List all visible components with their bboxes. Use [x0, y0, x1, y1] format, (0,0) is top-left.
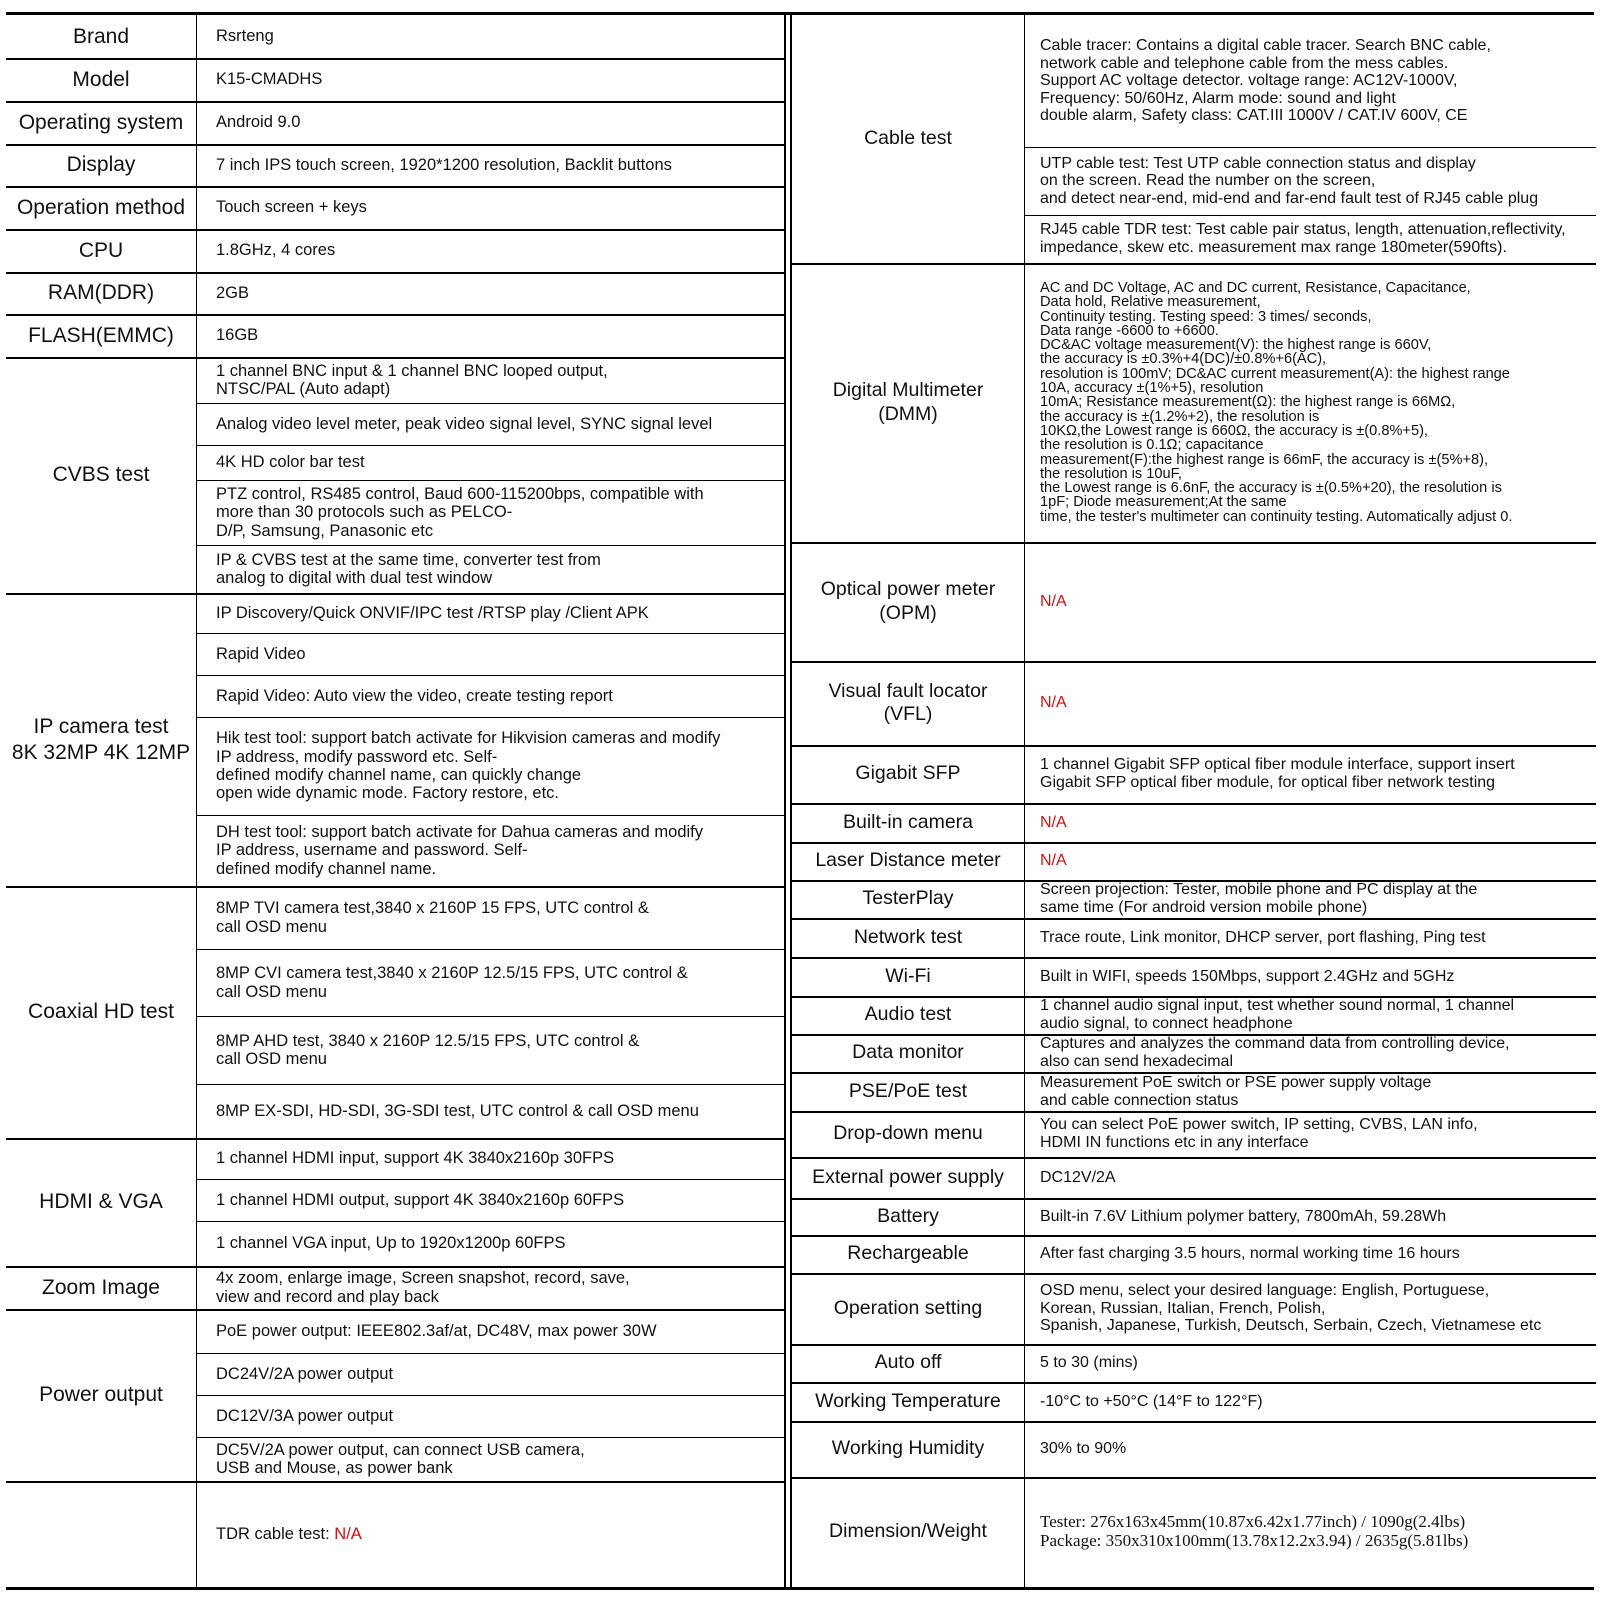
right-spec-value [1025, 842, 1596, 880]
left-spec-value: 8MP EX-SDI, HD-SDI, 3G-SDI test, UTC control & call OSD menu [216, 1101, 699, 1120]
right-row [792, 1273, 1596, 1344]
left-spec-values [197, 1309, 784, 1481]
right-row [792, 957, 1596, 996]
right-spec-value: Captures and analyzes the command data from controlling device, also can send hexadecimal [1040, 1035, 1510, 1070]
right-spec-label: Auto off [792, 1344, 1025, 1382]
right-spec-values [1025, 918, 1596, 957]
not-available-text: N/A [334, 1524, 362, 1543]
right-row [792, 1157, 1596, 1198]
right-spec-value [1025, 803, 1596, 842]
right-spec-value: RJ45 cable TDR test: Test cable pair status, length, attenuation,reflectivity, impedance, skew etc. measurement max range 180meter(590fts). [1040, 221, 1566, 256]
left-spec-values [197, 357, 784, 593]
right-spec-values [1025, 1273, 1596, 1344]
right-spec-value: 1 channel audio signal input, test whether sound normal, 1 channel audio signal, to connect headphone [1040, 997, 1515, 1032]
left-spec-label: Coaxial HD test [6, 886, 197, 1138]
right-spec-values [1025, 1421, 1596, 1477]
right-row [792, 661, 1596, 745]
right-spec-values [1025, 1344, 1596, 1382]
right-spec-label: Working Humidity [792, 1421, 1025, 1477]
left-spec-values [197, 886, 784, 1138]
left-row [6, 1138, 784, 1266]
left-spec-value: 8MP CVI camera test,3840 x 2160P 12.5/15 FPS, UTC control & call OSD menu [216, 964, 688, 1001]
right-row [792, 542, 1596, 661]
right-row [792, 1344, 1596, 1382]
right-row [792, 1235, 1596, 1273]
right-spec-values [1025, 957, 1596, 996]
left-spec-values [197, 58, 784, 101]
right-spec-values [1025, 1034, 1596, 1072]
left-spec-value: 1 channel HDMI input, support 4K 3840x2160p 30FPS [216, 1149, 615, 1168]
left-spec-value: K15-CMADHS [216, 70, 323, 89]
left-spec-value: 1 channel HDMI output, support 4K 3840x2160p 60FPS [216, 1190, 625, 1209]
right-row [792, 918, 1596, 957]
left-spec-value: 7 inch IPS touch screen, 1920*1200 resolution, Backlit buttons [216, 155, 672, 174]
right-spec-values [1025, 1111, 1596, 1157]
right-row [792, 15, 1596, 263]
right-spec-values [1025, 842, 1596, 880]
right-spec-label: Gigabit SFP [792, 745, 1025, 803]
left-row [6, 58, 784, 101]
left-spec-value: Hik test tool: support batch activate for Hikvision cameras and modify IP address, modify password etc. Self- defined modify channel name, can quickly change open wide dynamic mode. Factory restore, etc. [216, 729, 721, 803]
right-spec-values [1025, 1235, 1596, 1273]
right-spec-values [1025, 263, 1596, 542]
right-spec-label: Drop-down menu [792, 1111, 1025, 1157]
left-spec-values [197, 144, 784, 186]
left-row [6, 1481, 784, 1587]
spec-sheet [6, 12, 1594, 1590]
left-spec-value: DC5V/2A power output, can connect USB camera, USB and Mouse, as power bank [216, 1440, 585, 1477]
right-spec-value: OSD menu, select your desired language: English, Portuguese, Korean, Russian, Italian, French, Polish, Spanish, Japanese, Turkish, Deutsch, Serbain, Czech, Vietnamese etc [1040, 1282, 1542, 1335]
right-spec-label: Wi-Fi [792, 957, 1025, 996]
right-spec-values [1025, 1157, 1596, 1198]
left-row [6, 357, 784, 593]
right-spec-value: Built-in 7.6V Lithium polymer battery, 7800mAh, 59.28Wh [1040, 1207, 1447, 1225]
right-spec-value: DC12V/2A [1040, 1168, 1116, 1186]
left-spec-label: Operation method [6, 186, 197, 229]
right-spec-label: Cable test [792, 15, 1025, 263]
right-spec-values [1025, 1477, 1596, 1587]
right-spec-label: Optical power meter (OPM) [792, 542, 1025, 661]
right-spec-value: UTP cable test: Test UTP cable connection status and display on the screen. Read the number on the screen, and detect near-end, mid-end and far-end fault test of RJ45 cable plug [1040, 154, 1539, 207]
right-spec-values [1025, 880, 1596, 918]
left-row [6, 272, 784, 314]
right-spec-value: Trace route, Link monitor, DHCP server, port flashing, Ping test [1040, 928, 1486, 946]
right-row [792, 1111, 1596, 1157]
right-spec-value: Screen projection: Tester, mobile phone and PC display at the same time (For android version mobile phone) [1040, 881, 1478, 916]
left-spec-value: PTZ control, RS485 control, Baud 600-115200bps, compatible with more than 30 protocols such as PELCO- D/P, Samsung, Panasonic etc [216, 484, 704, 540]
right-spec-label: Network test [792, 918, 1025, 957]
left-spec-value: 8MP AHD test, 3840 x 2160P 12.5/15 FPS, UTC control & call OSD menu [216, 1031, 640, 1068]
left-spec-value: 4K HD color bar test [216, 453, 365, 472]
left-row [6, 886, 784, 1138]
right-spec-value: After fast charging 3.5 hours, normal working time 16 hours [1040, 1245, 1460, 1263]
right-spec-label: TesterPlay [792, 880, 1025, 918]
left-spec-label: Zoom Image [6, 1266, 197, 1309]
right-row [792, 1072, 1596, 1111]
left-spec-values [197, 186, 784, 229]
left-spec-label [6, 1481, 197, 1587]
left-spec-value: DC24V/2A power output [216, 1364, 394, 1383]
left-row [6, 101, 784, 144]
right-spec-values [1025, 1382, 1596, 1421]
right-row [792, 1421, 1596, 1477]
left-spec-value: 2GB [216, 283, 250, 302]
left-spec-value: 16GB [216, 326, 259, 345]
right-spec-values [1025, 996, 1596, 1034]
right-spec-value: 1 channel Gigabit SFP optical fiber module interface, support insert Gigabit SFP optical fiber module, for optical fiber network testing [1040, 756, 1515, 791]
left-spec-values [197, 229, 784, 272]
left-spec-value: 1 channel VGA input, Up to 1920x1200p 60FPS [216, 1234, 566, 1253]
right-spec-label: Battery [792, 1198, 1025, 1235]
left-spec-value: 1 channel BNC input & 1 channel BNC looped output, NTSC/PAL (Auto adapt) [216, 361, 608, 398]
right-spec-label: Built-in camera [792, 803, 1025, 842]
right-spec-value: 30% to 90% [1040, 1440, 1127, 1458]
left-spec-value: Rsrteng [216, 27, 274, 46]
right-spec-values [1025, 15, 1596, 263]
left-spec-value: PoE power output: IEEE802.3af/at, DC48V, max power 30W [216, 1321, 657, 1340]
not-available-text: N/A [1040, 694, 1067, 712]
right-spec-values [1025, 542, 1596, 661]
left-spec-values [197, 272, 784, 314]
right-spec-column [790, 15, 1596, 1587]
left-row [6, 1309, 784, 1481]
right-spec-values [1025, 661, 1596, 745]
right-spec-values [1025, 803, 1596, 842]
left-spec-label: HDMI & VGA [6, 1138, 197, 1266]
left-spec-values [197, 314, 784, 357]
left-row [6, 144, 784, 186]
not-available-text: N/A [1040, 592, 1067, 610]
left-spec-value [197, 1481, 784, 1587]
right-spec-value: -10°C to +50°C (14°F to 122°F) [1040, 1392, 1263, 1410]
right-spec-label: Rechargeable [792, 1235, 1025, 1273]
right-spec-values [1025, 1198, 1596, 1235]
left-spec-values [197, 593, 784, 886]
right-row [792, 996, 1596, 1034]
right-spec-value [1025, 542, 1596, 661]
right-spec-values [1025, 1072, 1596, 1111]
left-spec-label: Operating system [6, 101, 197, 144]
right-spec-value: Cable tracer: Contains a digital cable tracer. Search BNC cable, network cable and telephone cable from the mess cables. Support AC voltage detector. voltage range: AC12V-1000V, Frequency: 50/60Hz, Alarm mode: sound and light double alarm, Safety class: CAT.III 1000V / CAT.IV 600V, CE [1040, 37, 1491, 125]
not-available-text: N/A [1040, 852, 1067, 870]
left-spec-value: Touch screen + keys [216, 198, 367, 217]
left-spec-column [6, 15, 786, 1587]
right-spec-label: Laser Distance meter [792, 842, 1025, 880]
right-row [792, 1382, 1596, 1421]
right-row [792, 745, 1596, 803]
left-spec-label: CVBS test [6, 357, 197, 593]
tdr-cable-test-label: TDR cable test: [216, 1524, 335, 1543]
right-spec-values [1025, 745, 1596, 803]
left-row [6, 593, 784, 886]
left-spec-value: Android 9.0 [216, 113, 301, 132]
left-spec-label: Power output [6, 1309, 197, 1481]
right-spec-label: Visual fault locator (VFL) [792, 661, 1025, 745]
right-row [792, 842, 1596, 880]
right-spec-label: PSE/PoE test [792, 1072, 1025, 1111]
left-spec-value: IP Discovery/Quick ONVIF/IPC test /RTSP play /Client APK [216, 603, 649, 622]
right-spec-value: Measurement PoE switch or PSE power supply voltage and cable connection status [1040, 1073, 1432, 1109]
left-spec-values [197, 1138, 784, 1266]
right-spec-label: Digital Multimeter (DMM) [792, 263, 1025, 542]
left-row [6, 1266, 784, 1309]
left-spec-values [197, 101, 784, 144]
right-row [792, 1198, 1596, 1235]
not-available-text: N/A [1040, 813, 1067, 831]
left-spec-value: 1.8GHz, 4 cores [216, 241, 336, 260]
left-row [6, 229, 784, 272]
right-spec-label: Dimension/Weight [792, 1477, 1025, 1587]
right-row [792, 1477, 1596, 1587]
left-row [6, 186, 784, 229]
right-row [792, 880, 1596, 918]
right-spec-label: External power supply [792, 1157, 1025, 1198]
left-row [6, 314, 784, 357]
left-spec-value: DC12V/3A power output [216, 1406, 394, 1425]
left-spec-value: 8MP TVI camera test,3840 x 2160P 15 FPS, UTC control & call OSD menu [216, 899, 649, 936]
left-spec-value: DH test tool: support batch activate for Dahua cameras and modify IP address, username and password. Self- defined modify channel name. [216, 822, 703, 878]
left-spec-label: FLASH(EMMC) [6, 314, 197, 357]
left-spec-value: 4x zoom, enlarge image, Screen snapshot, record, save, view and record and play back [216, 1269, 630, 1306]
left-spec-values [197, 1266, 784, 1309]
left-spec-value: Rapid Video [216, 644, 306, 663]
right-spec-value: 5 to 30 (mins) [1040, 1354, 1138, 1372]
left-spec-label: RAM(DDR) [6, 272, 197, 314]
left-spec-value: Rapid Video: Auto view the video, create testing report [216, 686, 613, 705]
right-spec-label: Audio test [792, 996, 1025, 1034]
left-spec-label: IP camera test 8K 32MP 4K 12MP [6, 593, 197, 886]
right-row [792, 803, 1596, 842]
left-spec-values [197, 15, 784, 58]
left-spec-label: Display [6, 144, 197, 186]
right-spec-value: Built in WIFI, speeds 150Mbps, support 2.4GHz and 5GHz [1040, 967, 1455, 985]
right-spec-value: AC and DC Voltage, AC and DC current, Resistance, Capacitance, Data hold, Relative measurement, Continuity testing. Testing speed: 3 times/ seconds, Data range -6600 to +6600. DC&AC voltage measurement(V): the highest range is 660V, the accuracy is ±0.3%+4(DC)/±0.8%+6(AC), resolution is 100mV; DC&AC current measurement(A): the highest range 10A, accuracy ±(1%+5), resolution 10mA; Resistance measurement(Ω): the highest range is 66MΩ, the accuracy is ±(1.2%+2), the resolution is 10KΩ,the Lowest range is 660Ω, the accuracy is ±(0.8%+5), the resolution is 0.1Ω; capacitance measurement(F):the highest range is 66mF, the accuracy is ±(5%+8), the resolution is 10uF, the Lowest range is 6.6nF, the accuracy is ±(0.5%+20), the resolution is 1pF; Diode measurement;At the same time, the tester's multimeter can continuity testing. Automatically adjust 0. [1040, 279, 1513, 525]
right-row [792, 263, 1596, 542]
left-spec-value: IP & CVBS test at the same time, converter test from analog to digital with dual test window [216, 550, 601, 587]
right-spec-label: Working Temperature [792, 1382, 1025, 1421]
left-spec-values [197, 1481, 784, 1587]
left-row [6, 15, 784, 58]
right-row [792, 1034, 1596, 1072]
left-spec-label: Model [6, 58, 197, 101]
left-spec-label: Brand [6, 15, 197, 58]
right-spec-label: Operation setting [792, 1273, 1025, 1344]
right-spec-value: You can select PoE power switch, IP setting, CVBS, LAN info, HDMI IN functions etc in any interface [1040, 1116, 1478, 1151]
right-spec-value: Tester: 276x163x45mm(10.87x6.42x1.77inch) / 1090g(2.4lbs) Package: 350x310x100mm(13.78x12.2x3.94) / 2635g(5.81lbs) [1040, 1512, 1469, 1550]
right-spec-label: Data monitor [792, 1034, 1025, 1072]
left-spec-value: Analog video level meter, peak video signal level, SYNC signal level [216, 414, 713, 433]
left-spec-label: CPU [6, 229, 197, 272]
right-spec-value [1025, 661, 1596, 745]
